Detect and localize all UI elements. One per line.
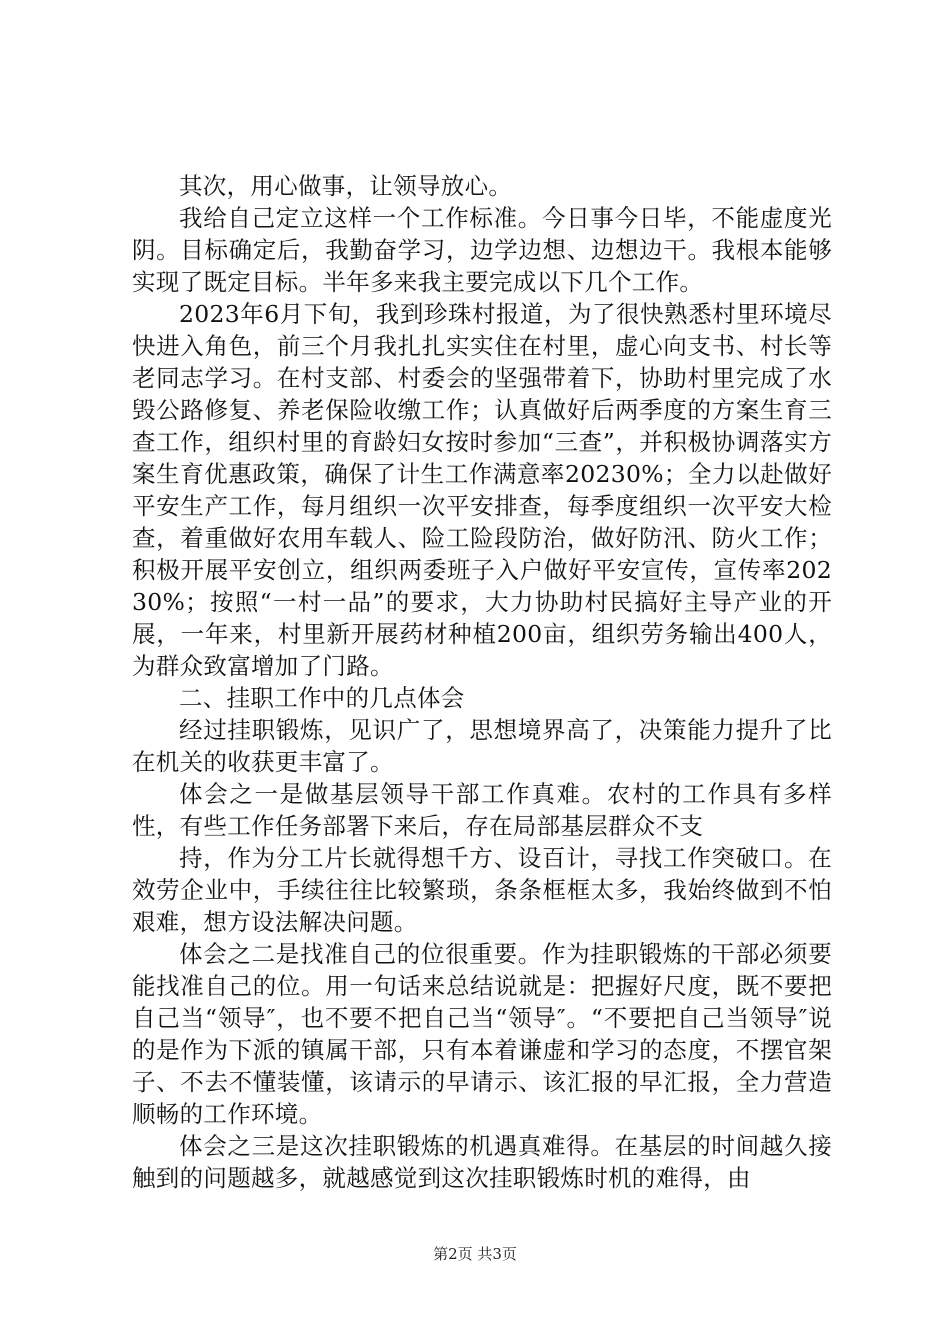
- section-heading-experiences: 二、挂职工作中的几点体会: [179, 684, 465, 712]
- paragraph-experience-one-continued: 持，作为分工片长就得想千方、设百计，寻找工作突破口。在效劳企业中，手续往往比较繁琐，条条框框太多，我始终做到不怕艰难，想方设法解决问题。: [132, 844, 832, 936]
- page-number-footer: 第2页 共3页: [433, 1245, 517, 1263]
- paragraph-experience-three: 体会之三是这次挂职锻炼的机遇真难得。在基层的时间越久接触到的问题越多，就越感觉到这次挂职锻炼时机的难得，由: [132, 1132, 832, 1192]
- paragraph-work-standard: 我给自己定立这样一个工作标准。今日事今日毕，不能虚度光阴。目标确定后，我勤奋学习，边学边想、边想边干。我根本能够实现了既定目标。半年多来我主要完成以下几个工作。: [132, 204, 832, 296]
- paragraph-village-work: 2023年6月下旬，我到珍珠村报道，为了很快熟悉村里环境尽快进入角色，前三个月我扎扎实实住在村里，虚心向支书、村长等老同志学习。在村支部、村委会的坚强带着下，协助村里完成了水毁公路修复、养老保险收缴工作；认真做好后两季度的方案生育三查工作，组织村里的育龄妇女按时参加“三查”，并积极协调落实方案生育优惠政策，确保了计生工作满意率20230%；全力以赴做好平安生产工作，每月组织一次平安排查，每季度组织一次平安大检查，着重做好农用车载人、险工险段防治，做好防汛、防火工作；积极开展平安创立，组织两委班子入户做好平安宣传，宣传率20230%；按照“一村一品”的要求，大力协助村民搞好主导产业的开展，一年来，村里新开展药材种植200亩，组织劳务输出400人，为群众致富增加了门路。: [132, 300, 832, 680]
- paragraph-experience-one: 体会之一是做基层领导干部工作真难。农村的工作具有多样性，有些工作任务部署下来后，存在局部基层群众不支: [132, 780, 832, 840]
- paragraph-training-gains: 经过挂职锻炼，见识广了，思想境界高了，决策能力提升了比在机关的收获更丰富了。: [132, 716, 832, 776]
- paragraph-experience-two: 体会之二是找准自己的位很重要。作为挂职锻炼的干部必须要能找准自己的位。用一句话来总结说就是：把握好尺度，既不要把自己当“领导″，也不要不把自己当“领导″。“不要把自己当领导″说的是作为下派的镇属干部，只有本着谦虚和学习的态度，不摆官架子、不去不懂装懂，该请示的早请示、该汇报的早汇报，全力营造顺畅的工作环境。: [132, 940, 832, 1128]
- document-body: [132, 170, 832, 1194]
- paragraph-second-point: 其次，用心做事，让领导放心。: [179, 172, 513, 200]
